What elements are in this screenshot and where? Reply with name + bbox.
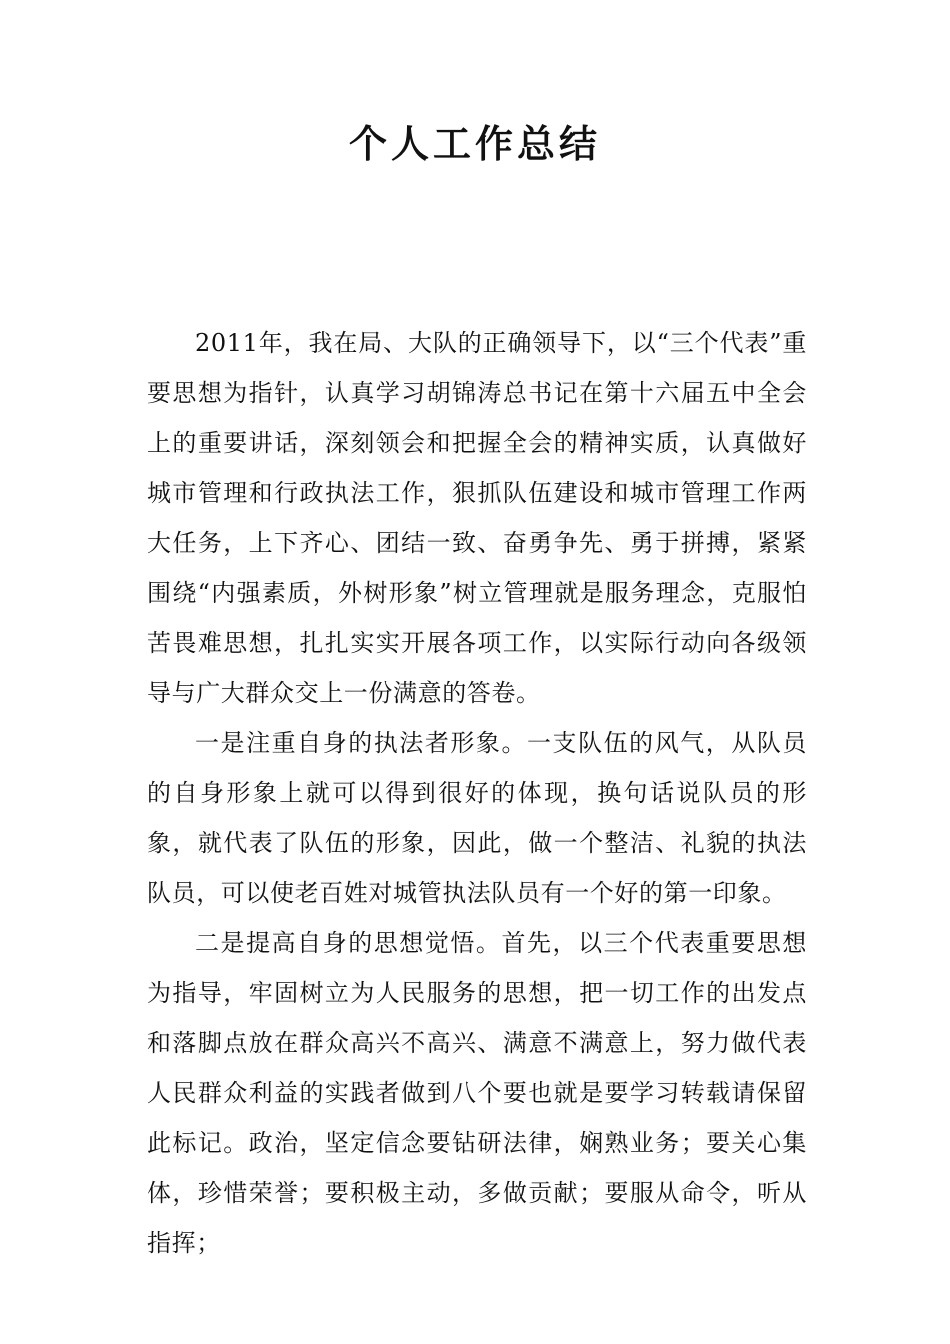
paragraph-intro: 2011年，我在局、大队的正确领导下，以“三个代表”重要思想为指针，认真学习胡锦涛总书记在第十六届五中全会上的重要讲话，深刻领会和把握全会的精神实质，认真做好城市管理和行政执法工作，狠抓队伍建设和城市管理工作两大任务，上下齐心、团结一致、奋勇争先、勇于拼搏，紧紧围绕“内强素质，外树形象”树立管理就是服务理念，克服怕苦畏难思想，扎扎实实开展各项工作，以实际行动向各级领导与广大群众交上一份满意的答卷。 [147, 329, 807, 707]
document-body [147, 318, 807, 1268]
paragraph-point-two: 二是提高自身的思想觉悟。首先，以三个代表重要思想为指导，牢固树立为人民服务的思想，把一切工作的出发点和落脚点放在群众高兴不高兴、满意不满意上，努力做代表人民群众利益的实践者做到八个要也就是要学习转载请保留此标记。政治，坚定信念要钻研法律，娴熟业务；要关心集体，珍惜荣誉；要积极主动，多做贡献；要服从命令，听从指挥； [147, 929, 807, 1257]
document-title: 个人工作总结 [348, 122, 601, 166]
paragraph-point-one: 一是注重自身的执法者形象。一支队伍的风气，从队员的自身形象上就可以得到很好的体现，换句话说队员的形象，就代表了队伍的形象，因此，做一个整洁、礼貌的执法队员，可以使老百姓对城管执法队员有一个好的第一印象。 [147, 729, 807, 907]
